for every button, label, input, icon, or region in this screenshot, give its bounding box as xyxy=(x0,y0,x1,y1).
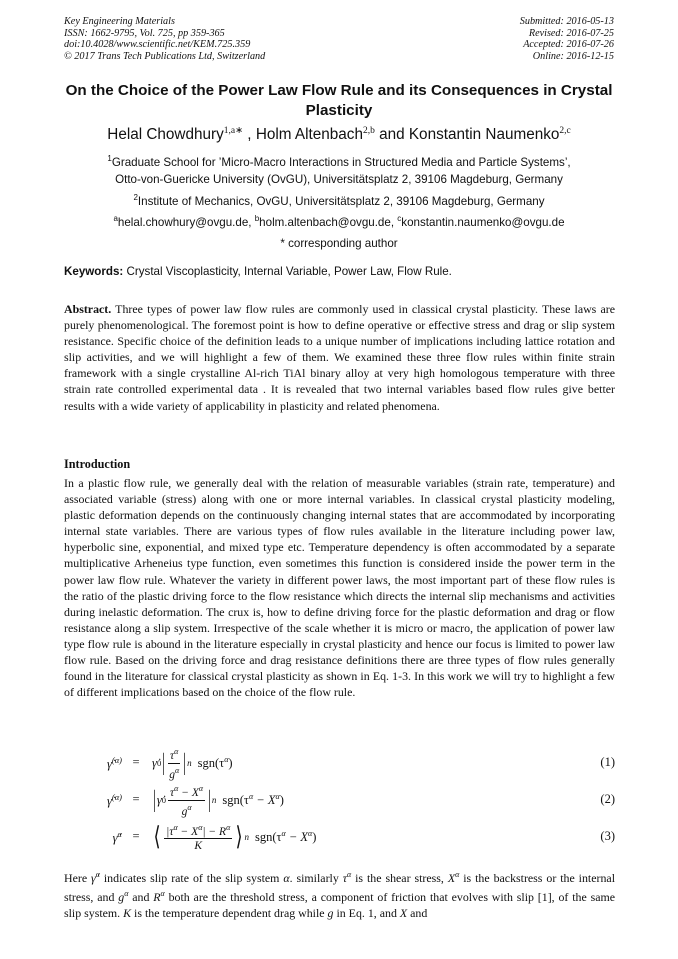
abstract xyxy=(64,301,615,414)
corresponding-author-note: * corresponding author xyxy=(280,237,398,250)
publication-info xyxy=(64,16,265,62)
affiliation-text: Otto-von-Guericke University (OvGU), Universitätsplatz 2, 39106 Magdeburg, Germany xyxy=(115,173,563,186)
issn: ISSN: 1662-9795, Vol. 725, pp 359-365 xyxy=(64,27,225,39)
date-revised: Revised: 2016-07-25 xyxy=(528,27,614,39)
author-list xyxy=(40,125,638,145)
abstract-label: Abstract. xyxy=(64,302,112,316)
equation-3 xyxy=(64,823,615,851)
publication-dates xyxy=(520,16,614,62)
equation-rhs: | γ̇ 0 $\frac{\tau^\alpha - X^\alpha}{g^\alpha}$ | n $sgn(\tau^\alpha - X^\alpha)$ xyxy=(152,783,284,818)
email-mark: a xyxy=(113,214,118,223)
equation-lhs: γ̇$^{(\alpha)}$ xyxy=(106,792,122,809)
keywords-label: Keywords: xyxy=(64,265,124,278)
equation-1 xyxy=(64,746,615,781)
equation-2 xyxy=(64,783,615,818)
fraction: $\frac{\tau^\alpha}{g^\alpha}$ xyxy=(169,746,180,781)
fraction: $\frac{|\tau^\alpha - X^\alpha| - R^\alpha}{K}$ xyxy=(166,822,231,853)
author-separator: , xyxy=(243,126,256,143)
equation-number: (2) xyxy=(600,792,615,806)
doi: doi:10.4028/www.scientific.net/KEM.725.359 xyxy=(64,39,251,51)
keywords-text: Crystal Viscoplasticity, Internal Variable, Power Law, Flow Rule. xyxy=(123,265,452,278)
date-submitted: Submitted: 2016-05-13 xyxy=(519,16,614,27)
equation-number: (3) xyxy=(600,829,615,843)
paper-title: On the Choice of the Power Law Flow Rule and its Consequences in Crystal Plasticity xyxy=(65,82,613,119)
email-link[interactable]: helal.chowhury@ovgu.de, xyxy=(117,216,255,229)
introduction-paragraph: In a plastic flow rule, we generally deal with the relation of measurable variables (strain rate, temperature) and associated variable (stress) along with one or more internal variables. In classical crystal plasticity modeling, plastic deformation depends on the continuously changing internal states that are accommodated by incorporating internal state variables. There are various types of flow rules available in the literature including power law, hyperbolic sine, exponential, and mixed type etc. Temperature dependency is often accommodated by a separate multiplicative Arheneius type function, even sometimes this function is considered inside the power term in the power law flow rule. Whatever the variety in different power laws, the most important part of these flow rules is the ratio of the plastic driving force to the flow resistance which directs the internal slip mechanisms and activities during inelastic deformation. The crux is, how to define driving force for the plastic deformation and drag or flow resistance along a slip system. Irrespective of the scale whether it is micro or macro, the application of power law type flow rule is abound in the literature especially in crystal plasticity and hence our focus is limited to power law flow rule. Based on the driving force and drag resistance definitions there are three types of flow rules generally found in the literature for classical crystal plasticity as shown in Eq. 1-3. In this work we will try to highlight a few of different implications based on the choice of the flow rule. xyxy=(64,476,615,700)
equals-sign: = xyxy=(132,829,140,843)
email-mark: c xyxy=(397,214,402,223)
date-accepted: Accepted: 2016-07-26 xyxy=(523,39,614,51)
fraction: $\frac{\tau^\alpha - X^\alpha}{g^\alpha}$ xyxy=(170,783,204,818)
equation-rhs: ⟨ $\frac{|\tau^\alpha - X^\alpha| - R^\alpha}{K}$ ⟩ n $sgn(\tau^\alpha - X^\alpha)$ xyxy=(153,822,317,853)
equation-number: (1) xyxy=(600,755,615,769)
affiliation-mark: 1 xyxy=(107,154,112,163)
equals-sign: = xyxy=(132,755,140,769)
equals-sign: = xyxy=(132,792,140,806)
section-heading: Introduction xyxy=(64,457,131,471)
affiliation-2 xyxy=(40,193,638,210)
author-affiliation-mark: 2,c xyxy=(559,126,571,136)
affiliation-text: Institute of Mechanics, OvGU, Universitätsplatz 2, 39106 Magdeburg, Germany xyxy=(137,195,545,208)
keywords xyxy=(64,264,616,280)
date-online: Online: 2016-12-15 xyxy=(532,50,614,62)
affiliation-1 xyxy=(40,154,638,188)
closing-paragraph: Here γ̇$^\alpha$ indicates slip rate of the slip system α. similarly $\tau^\alpha$ is the shear stress, $X^\alpha$ is the backstress or the internal stress, and $g^\alpha$ and $R^\alpha$ both are the threshold stress, a component of friction that evolves with slip [1], of the same slip system. K is the temperature dependent drag while g in Eq. 1, and X and xyxy=(64,870,615,921)
equation-lhs: γ̇$^{(\alpha)}$ xyxy=(106,755,122,772)
author-separator: and xyxy=(374,126,409,143)
affiliation-text: Graduate School for ’Micro-Macro Interactions in Structured Media and Particle Systems’, xyxy=(111,156,571,169)
email-link[interactable]: konstantin.naumenko@ovgu.de xyxy=(401,216,565,229)
copyright: © 2017 Trans Tech Publications Ltd, Switzerland xyxy=(64,50,266,62)
author-name: Holm Altenbach xyxy=(255,126,363,143)
author-affiliation-mark: 2,b xyxy=(362,126,375,136)
author-affiliation-mark: 1,a∗ xyxy=(223,126,244,136)
affiliation-mark: 2 xyxy=(133,193,138,202)
equation-lhs: γ̇$^\alpha$ xyxy=(112,829,122,846)
email-mark: b xyxy=(254,214,260,223)
author-name: Helal Chowdhury xyxy=(107,126,224,143)
author-name: Konstantin Naumenko xyxy=(408,126,560,143)
abstract-text: Three types of power law flow rules are commonly used in classical crystal plasticity. These laws are purely phenomenological. The foremost point is how to define operative or effective stress and drag or slip system resistance. Specific choice of the definition leads to a unique number of implications including lattice rotation and slip activities, and we will highlight a few of them. We examined these three flow rules within finite strain framework with a single crystalline Al-rich TiAl binary alloy at very high homologous temperature with three strain rate controlled experimental data . It is revealed that two internal variables based flow rules give better results with a wide variety of applicability in plasticity and related phenomena. xyxy=(64,302,615,413)
author-emails xyxy=(40,214,638,231)
equation-rhs: γ̇ 0 | $\frac{\tau^\alpha}{g^\alpha}$ | n $sgn(\tau^\alpha)$ xyxy=(152,746,233,781)
journal-name: Key Engineering Materials xyxy=(64,16,175,27)
email-link[interactable]: holm.altenbach@ovgu.de, xyxy=(259,216,398,229)
